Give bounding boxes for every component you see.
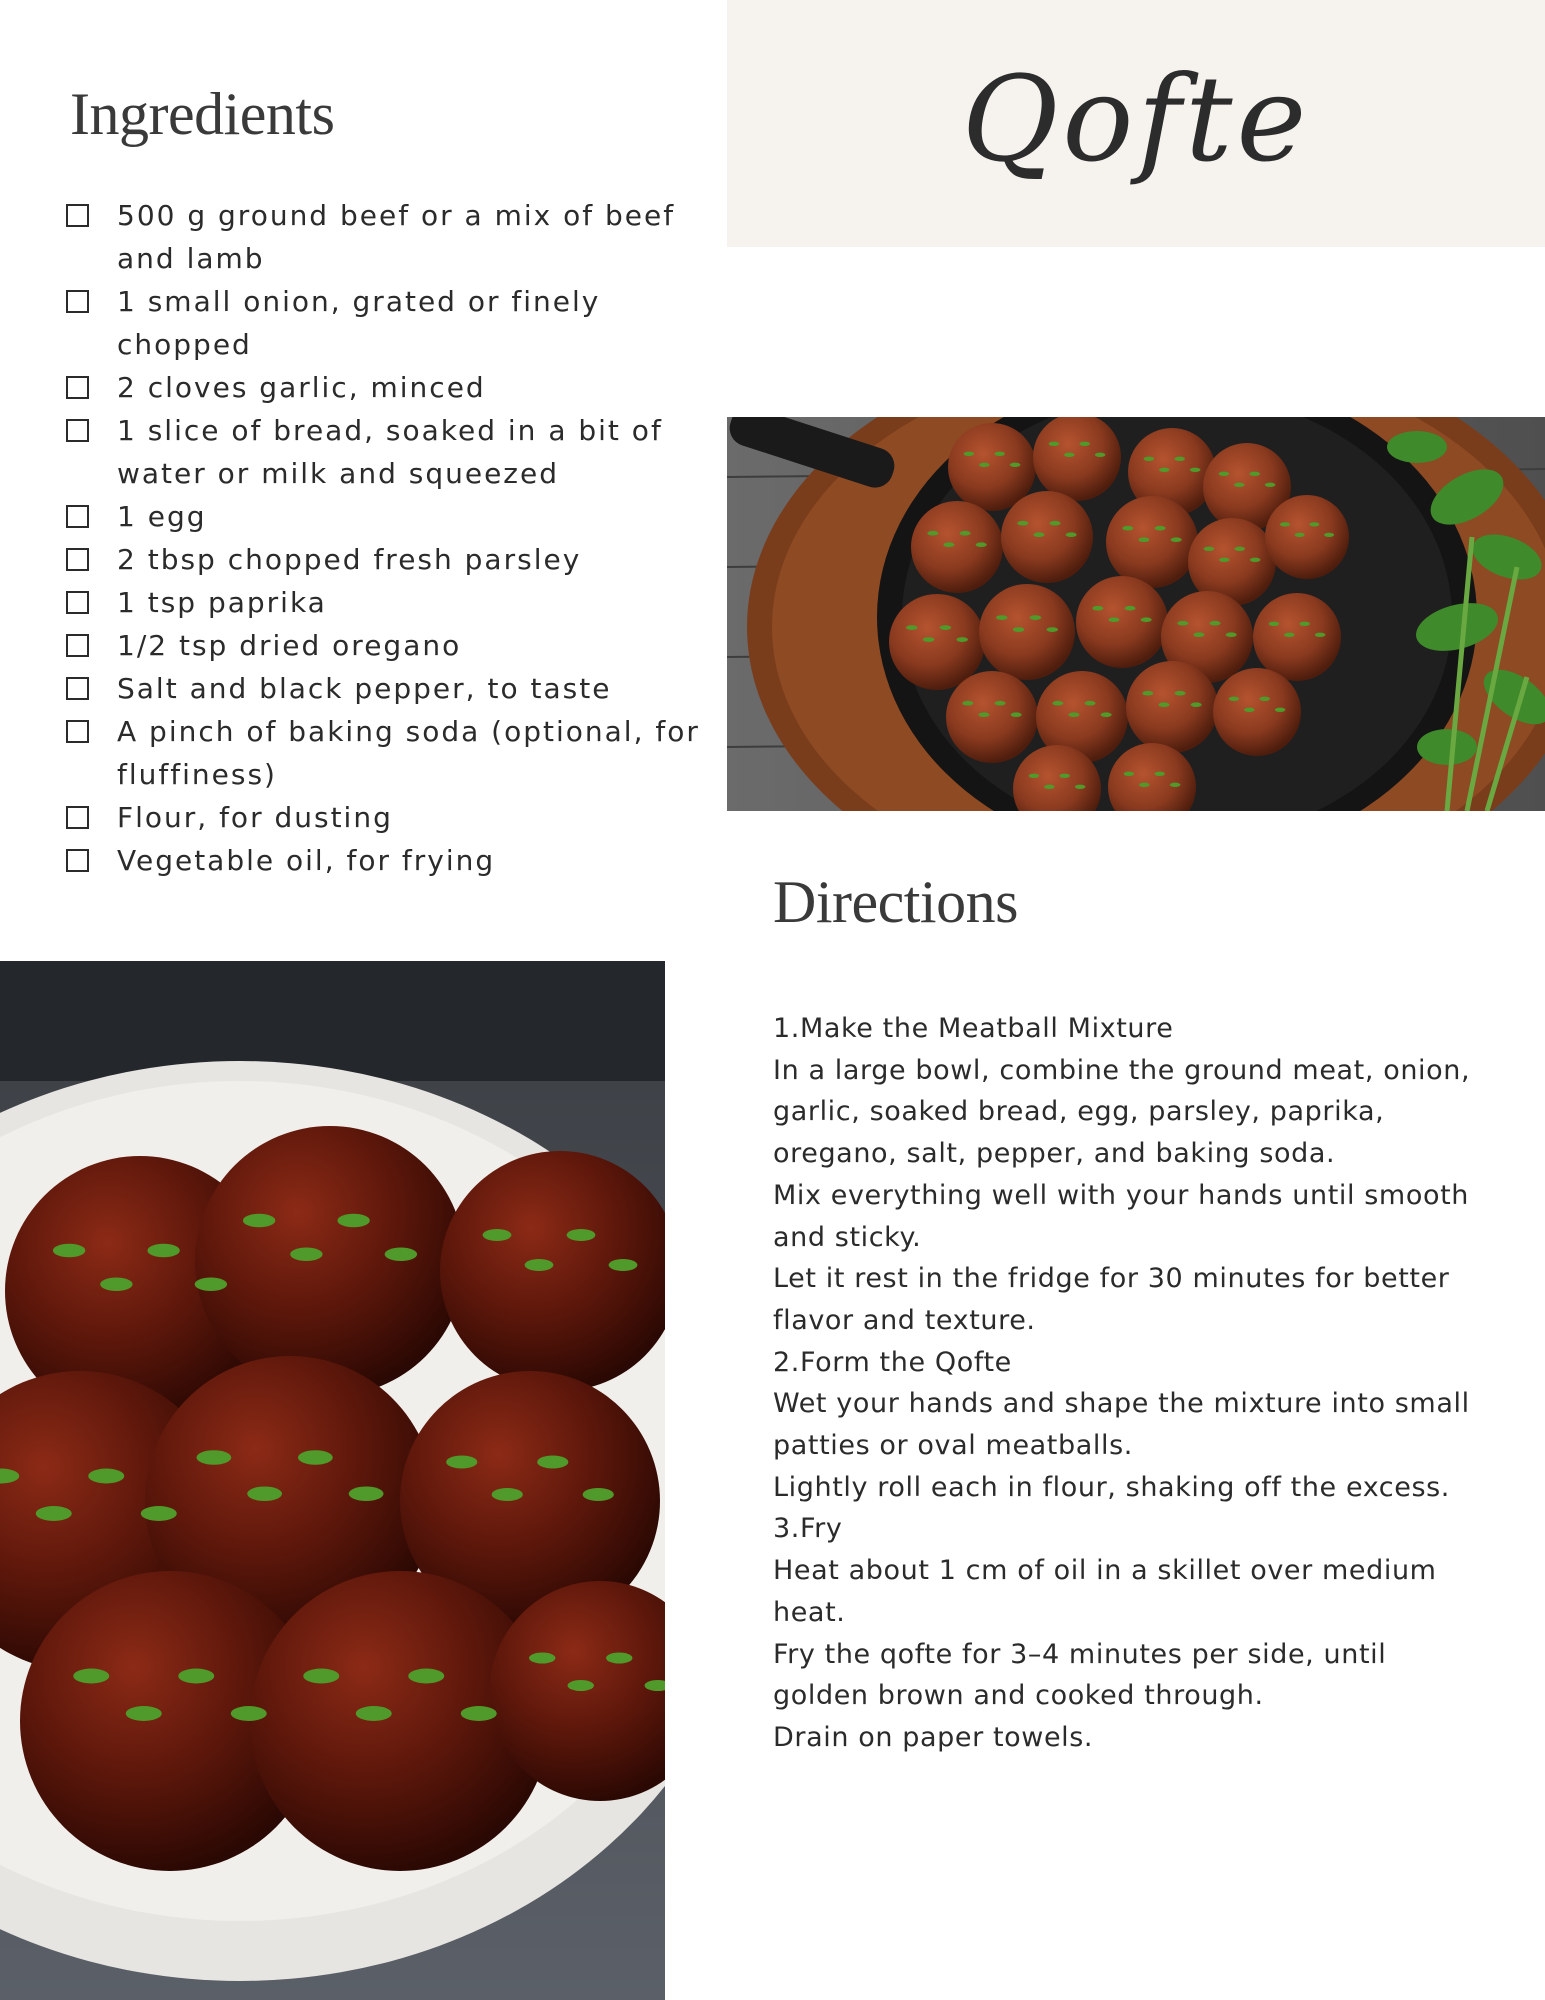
parsley-garnish — [1170, 783, 1181, 787]
parsley-garnish — [1092, 606, 1103, 611]
parsley-garnish — [1229, 697, 1240, 701]
meatball — [1126, 661, 1218, 753]
ingredient-checkbox[interactable] — [66, 290, 89, 313]
parsley-garnish — [1324, 533, 1334, 537]
parsley-garnish — [36, 1506, 72, 1521]
parsley-garnish — [1249, 472, 1260, 476]
direction-line: oregano, salt, pepper, and baking soda. — [773, 1138, 1336, 1170]
parsley-garnish — [994, 452, 1005, 456]
ingredient-checkbox[interactable] — [66, 591, 89, 614]
ingredient-line: 2 tbsp chopped fresh parsley — [117, 543, 582, 576]
parsley-garnish — [1191, 702, 1202, 707]
direction-line: heat. — [773, 1596, 846, 1628]
ingredient-checkbox[interactable] — [66, 806, 89, 829]
parsley-garnish — [1269, 622, 1280, 626]
parsley-garnish — [147, 1244, 179, 1258]
direction-line: Fry the qofte for 3–4 minutes per side, until — [773, 1638, 1387, 1670]
parsley-garnish — [408, 1669, 444, 1684]
directions-text — [773, 1008, 1513, 1759]
direction-line: patties or oval meatballs. — [773, 1430, 1133, 1462]
ingredient-line: Vegetable oil, for frying — [117, 844, 496, 877]
parsley-garnish — [1175, 691, 1186, 696]
meatball — [1253, 593, 1341, 681]
direction-line: Drain on paper towels. — [773, 1721, 1094, 1753]
parsley-garnish — [964, 452, 975, 456]
ingredient-text — [117, 796, 726, 839]
parsley-garnish — [1295, 533, 1305, 537]
parsley-garnish — [195, 1278, 227, 1292]
parsley-garnish — [996, 615, 1008, 620]
parsley-garnish — [1068, 712, 1079, 717]
parsley-garnish — [492, 1488, 523, 1501]
parsley-garnish — [1315, 633, 1326, 637]
parsley-garnish — [337, 1214, 369, 1228]
parsley-garnish — [1265, 483, 1276, 487]
parsley-garnish — [1059, 774, 1070, 778]
parsley-garnish — [1010, 463, 1021, 467]
ingredient-text — [117, 409, 726, 495]
meatball — [1076, 576, 1168, 668]
direction-line: 3.Fry — [773, 1513, 843, 1545]
parsley-garnish — [178, 1669, 214, 1684]
parsley-garnish — [609, 1259, 638, 1271]
ingredient-line: 1 slice of bread, soaked in a bit of — [117, 414, 663, 447]
ingredient-line: 500 g ground beef or a mix of beef — [117, 199, 676, 232]
parsley-garnish — [1124, 772, 1135, 776]
ingredient-item — [66, 710, 726, 796]
parsley-garnish — [1174, 457, 1185, 461]
parsley-garnish — [1108, 617, 1119, 622]
parsley-garnish — [1244, 708, 1255, 712]
parsley-garnish — [298, 1450, 333, 1465]
parsley-garnish — [1046, 627, 1058, 632]
meatball — [1001, 491, 1093, 583]
direction-line: and sticky. — [773, 1221, 922, 1253]
ingredient-line: fluffiness) — [117, 758, 277, 791]
ingredient-checkbox[interactable] — [66, 505, 89, 528]
parsley-garnish — [529, 1653, 555, 1664]
meatball — [1265, 495, 1349, 579]
direction-line: Wet your hands and shape the mixture into small — [773, 1388, 1470, 1420]
parsley-garnish — [1066, 532, 1077, 537]
direction-line: Mix everything well with your hands until smooth — [773, 1179, 1469, 1211]
parsley-garnish — [126, 1706, 162, 1721]
directions-heading: Directions — [773, 869, 1018, 935]
ingredient-line: 1 egg — [117, 500, 207, 533]
parsley-garnish — [960, 531, 971, 536]
parsley-garnish — [1171, 537, 1182, 542]
title-banner — [727, 0, 1545, 247]
ingredient-checkbox[interactable] — [66, 376, 89, 399]
parsley-garnish — [1219, 472, 1230, 476]
parsley-garnish — [1033, 532, 1044, 537]
parsley-garnish — [1029, 774, 1040, 778]
ingredient-line: 1 tsp paprika — [117, 586, 327, 619]
parsley-garnish — [303, 1669, 339, 1684]
ingredient-checkbox[interactable] — [66, 419, 89, 442]
ingredient-text — [117, 839, 726, 882]
parsley-garnish — [243, 1214, 275, 1228]
parsley-garnish — [1210, 621, 1221, 626]
parsley-garnish — [1017, 521, 1028, 526]
parsley-garnish — [1190, 468, 1201, 472]
parsley-garnish — [53, 1244, 85, 1258]
direction-line: In a large bowl, combine the ground meat, onion, — [773, 1054, 1471, 1086]
direction-line: Let it rest in the fridge for 30 minutes for better — [773, 1263, 1450, 1295]
ingredient-item — [66, 495, 726, 538]
ingredient-checkbox[interactable] — [66, 677, 89, 700]
parsley-garnish — [1122, 526, 1133, 531]
ingredient-text — [117, 495, 726, 538]
ingredient-line: 2 cloves garlic, minced — [117, 371, 486, 404]
direction-line: Lightly roll each in flour, shaking off the excess. — [773, 1471, 1450, 1503]
meatball — [948, 423, 1036, 511]
parsley-garnish — [1064, 453, 1075, 457]
ingredient-text — [117, 538, 726, 581]
direction-line: 1.Make the Meatball Mixture — [773, 1013, 1174, 1044]
ingredient-checkbox[interactable] — [66, 204, 89, 227]
parsley-garnish — [978, 712, 989, 717]
parsley-garnish — [1052, 701, 1063, 706]
ingredient-checkbox[interactable] — [66, 634, 89, 657]
parsley-garnish — [995, 701, 1006, 706]
meatball-skillet-photo — [727, 417, 1545, 811]
parsley-garnish — [100, 1278, 132, 1292]
ingredient-line: A pinch of baking soda (optional, for — [117, 715, 700, 748]
parsley-garnish — [1044, 785, 1055, 789]
parsley-garnish — [1309, 522, 1319, 526]
parsley-garnish — [1193, 632, 1204, 637]
meatball — [979, 584, 1075, 680]
ingredient-text — [117, 581, 726, 624]
direction-line: garlic, soaked bread, egg, parsley, paprika, — [773, 1096, 1385, 1128]
parsley-garnish — [1030, 615, 1042, 620]
parsley-garnish — [1284, 633, 1295, 637]
parsley-garnish — [976, 542, 987, 547]
parsley-garnish — [962, 701, 973, 706]
parsley-garnish — [356, 1706, 392, 1721]
ingredient-checkbox[interactable] — [66, 548, 89, 571]
parsley-garnish — [1280, 522, 1290, 526]
parsley-garnish — [1138, 537, 1149, 542]
parsley-garnish — [1155, 526, 1166, 531]
direction-line: 2.Form the Qofte — [773, 1346, 1012, 1378]
parsley-garnish — [1234, 547, 1245, 551]
meatball — [1033, 417, 1121, 501]
parsley-garnish — [537, 1456, 568, 1469]
parsley-garnish — [567, 1229, 596, 1241]
parsley-garnish — [1141, 617, 1152, 622]
ingredients-heading: Ingredients — [70, 81, 335, 147]
parsley-garnish — [583, 1488, 614, 1501]
parsley-garnish — [1299, 622, 1310, 626]
meatball — [195, 1126, 465, 1396]
parsley-garnish — [943, 542, 954, 547]
parsley-garnish — [88, 1469, 124, 1484]
parsley-garnish — [906, 625, 918, 630]
parsley-garnish — [1144, 457, 1155, 461]
parsley-garnish — [979, 463, 990, 467]
parsley-garnish — [1204, 547, 1215, 551]
meatball — [911, 501, 1003, 593]
ingredient-line: 1 small onion, grated or finely chopped — [117, 285, 601, 361]
glazed-meatball-bowl-photo — [0, 961, 665, 2000]
direction-line: Heat about 1 cm of oil in a skillet over medium — [773, 1555, 1437, 1587]
ingredients-list — [66, 194, 726, 882]
parsley-garnish — [349, 1487, 384, 1502]
parsley-garnish — [1177, 621, 1188, 626]
parsley-garnish — [196, 1450, 231, 1465]
meatball — [946, 671, 1038, 763]
parsley-garnish — [1259, 697, 1270, 701]
parsley-garnish — [568, 1680, 594, 1691]
parsley-garnish — [1275, 708, 1286, 712]
parsley-garnish — [461, 1706, 497, 1721]
parsley-garnish — [1234, 483, 1245, 487]
parsley-garnish — [1158, 702, 1169, 707]
parsley-garnish — [1075, 785, 1086, 789]
parsley-garnish — [1013, 627, 1025, 632]
ingredient-item — [66, 796, 726, 839]
ingredient-checkbox[interactable] — [66, 720, 89, 743]
parsley-garnish — [290, 1248, 322, 1262]
ingredient-checkbox[interactable] — [66, 849, 89, 872]
recipe-title: Qofte — [961, 49, 1311, 188]
ingredient-item — [66, 280, 726, 366]
direction-line: flavor and texture. — [773, 1304, 1036, 1336]
parsley-garnish — [141, 1506, 177, 1521]
ingredient-text — [117, 624, 726, 667]
parsley-garnish — [247, 1487, 282, 1502]
ingredient-text — [117, 194, 726, 280]
ingredient-text — [117, 710, 726, 796]
meatball — [1106, 496, 1198, 588]
ingredient-item — [66, 409, 726, 495]
parsley-garnish — [927, 531, 938, 536]
parsley-garnish — [1085, 701, 1096, 706]
parsley-garnish — [1101, 712, 1112, 717]
parsley-garnish — [385, 1248, 417, 1262]
parsley-garnish — [446, 1456, 477, 1469]
parsley-garnish — [1079, 442, 1090, 446]
parsley-garnish — [525, 1259, 554, 1271]
ingredient-line: and lamb — [117, 242, 265, 275]
parsley-garnish — [1011, 712, 1022, 717]
meatball — [889, 594, 985, 690]
parsley-garnish — [231, 1706, 267, 1721]
parsley-garnish — [923, 637, 935, 642]
parsley-garnish — [606, 1653, 632, 1664]
parsley-garnish — [1250, 558, 1261, 562]
ingredient-item — [66, 538, 726, 581]
meatball — [1213, 668, 1301, 756]
ingredient-item — [66, 194, 726, 280]
parsley-garnish — [940, 625, 952, 630]
parsley-garnish — [956, 637, 968, 642]
parsley-garnish — [73, 1669, 109, 1684]
parsley-garnish — [483, 1229, 512, 1241]
ingredient-item — [66, 667, 726, 710]
parsley-garnish — [1095, 453, 1106, 457]
ingredient-line: Salt and black pepper, to taste — [117, 672, 612, 705]
parsley-garnish — [1154, 772, 1165, 776]
ingredient-item — [66, 624, 726, 667]
parsley-garnish — [1050, 521, 1061, 526]
ingredient-text — [117, 366, 726, 409]
parsley-garnish — [1049, 442, 1060, 446]
ingredient-item — [66, 839, 726, 882]
parsley-garnish — [1125, 606, 1136, 611]
ingredient-text — [117, 280, 726, 366]
ingredient-line: water or milk and squeezed — [117, 457, 560, 490]
ingredient-line: Flour, for dusting — [117, 801, 393, 834]
direction-line: golden brown and cooked through. — [773, 1680, 1264, 1712]
parsley-garnish — [1142, 691, 1153, 696]
parsley-garnish — [1159, 468, 1170, 472]
parsley-garnish — [1139, 783, 1150, 787]
parsley-garnish — [1219, 558, 1230, 562]
ingredient-item — [66, 366, 726, 409]
ingredient-item — [66, 581, 726, 624]
parsley-garnish — [1226, 632, 1237, 637]
ingredient-text — [117, 667, 726, 710]
ingredient-line: 1/2 tsp dried oregano — [117, 629, 462, 662]
